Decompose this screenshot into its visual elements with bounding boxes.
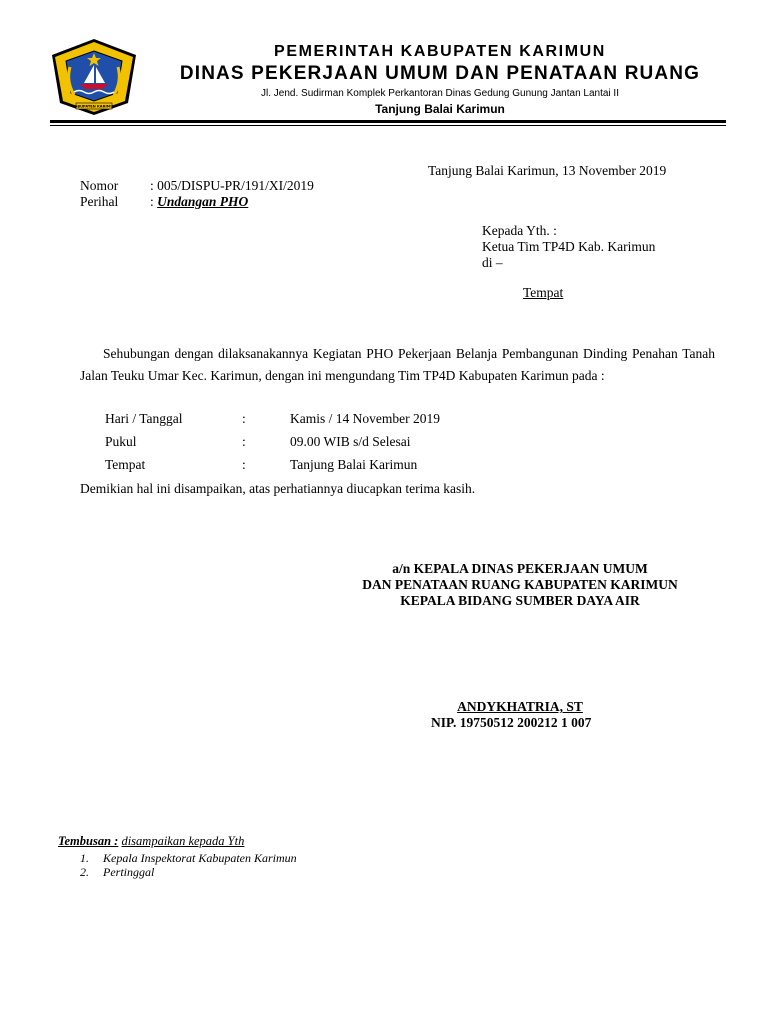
government-name: PEMERINTAH KABUPATEN KARIMUN <box>274 43 606 60</box>
detail-value-time: 09.00 WIB s/d Selesai <box>290 434 411 449</box>
perihal-colon: : <box>150 194 158 209</box>
letter-date: Tanjung Balai Karimun, 13 November 2019 <box>428 163 667 178</box>
agency-city: Tanjung Balai Karimun <box>375 102 505 116</box>
detail-label-date: Hari / Tanggal <box>105 411 183 426</box>
agency-name: DINAS PEKERJAAN UMUM DAN PENATAAN RUANG <box>179 63 701 84</box>
recipient-place: Tempat <box>523 285 564 300</box>
detail-label-place: Tempat <box>105 457 146 472</box>
closing-sentence: Demikian hal ini disampaikan, atas perhatiannya diucapkan terima kasih. <box>80 481 476 496</box>
logo-caption: KABUPATEN KARIMUN <box>71 104 117 109</box>
signatory-name: ANDYKHATRIA, ST <box>457 699 583 714</box>
cc-item-text: Kepala Inspektorat Kabupaten Karimun <box>103 851 297 865</box>
cc-subtitle: disampaikan kepada Yth <box>121 834 245 848</box>
signature-line-1: a/n KEPALA DINAS PEKERJAAN UMUM <box>392 561 648 576</box>
cc-title: Tembusan : <box>58 834 119 848</box>
recipient-salutation: Kepada Yth. : <box>482 223 557 238</box>
detail-value-date: Kamis / 14 November 2019 <box>290 411 440 426</box>
recipient-at: di – <box>482 255 503 270</box>
cc-item-number: 2. <box>80 865 89 879</box>
perihal-line <box>150 194 248 210</box>
cc-item-number: 1. <box>80 851 89 865</box>
detail-value-place: Tanjung Balai Karimun <box>290 457 418 472</box>
detail-label-time: Pukul <box>105 434 137 449</box>
nomor-label: Nomor <box>80 178 119 193</box>
detail-colon-place: : <box>242 457 246 472</box>
detail-colon-time: : <box>242 434 246 449</box>
signature-line-2: DAN PENATAAN RUANG KABUPATEN KARIMUN <box>362 577 678 592</box>
signatory-nip: NIP. 19750512 200212 1 007 <box>431 715 592 730</box>
perihal-value: Undangan PHO <box>157 194 249 209</box>
regency-emblem-logo <box>50 37 138 117</box>
letterhead-divider-thick <box>50 120 726 123</box>
opening-paragraph: Sehubungan dengan dilaksanakannya Kegiatan PHO Pekerjaan Belanja Pembangunan Dinding Penahan Tanah Jalan Teuku Umar Kec. Karimun, dengan ini mengundang Tim TP4D Kabupaten Karimun pada : <box>80 346 715 383</box>
detail-colon-date: : <box>242 411 246 426</box>
cc-item-text: Pertinggal <box>103 865 155 879</box>
letterhead-divider-thin <box>50 125 726 126</box>
nomor-value: : 005/DISPU-PR/191/XI/2019 <box>150 178 314 193</box>
perihal-label: Perihal <box>80 194 119 209</box>
recipient-title: Ketua Tim TP4D Kab. Karimun <box>482 239 656 254</box>
agency-address: Jl. Jend. Sudirman Komplek Perkantoran Dinas Gedung Gunung Jantan Lantai II <box>261 88 619 99</box>
cc-heading <box>58 833 244 849</box>
signature-line-3: KEPALA BIDANG SUMBER DAYA AIR <box>400 593 640 608</box>
